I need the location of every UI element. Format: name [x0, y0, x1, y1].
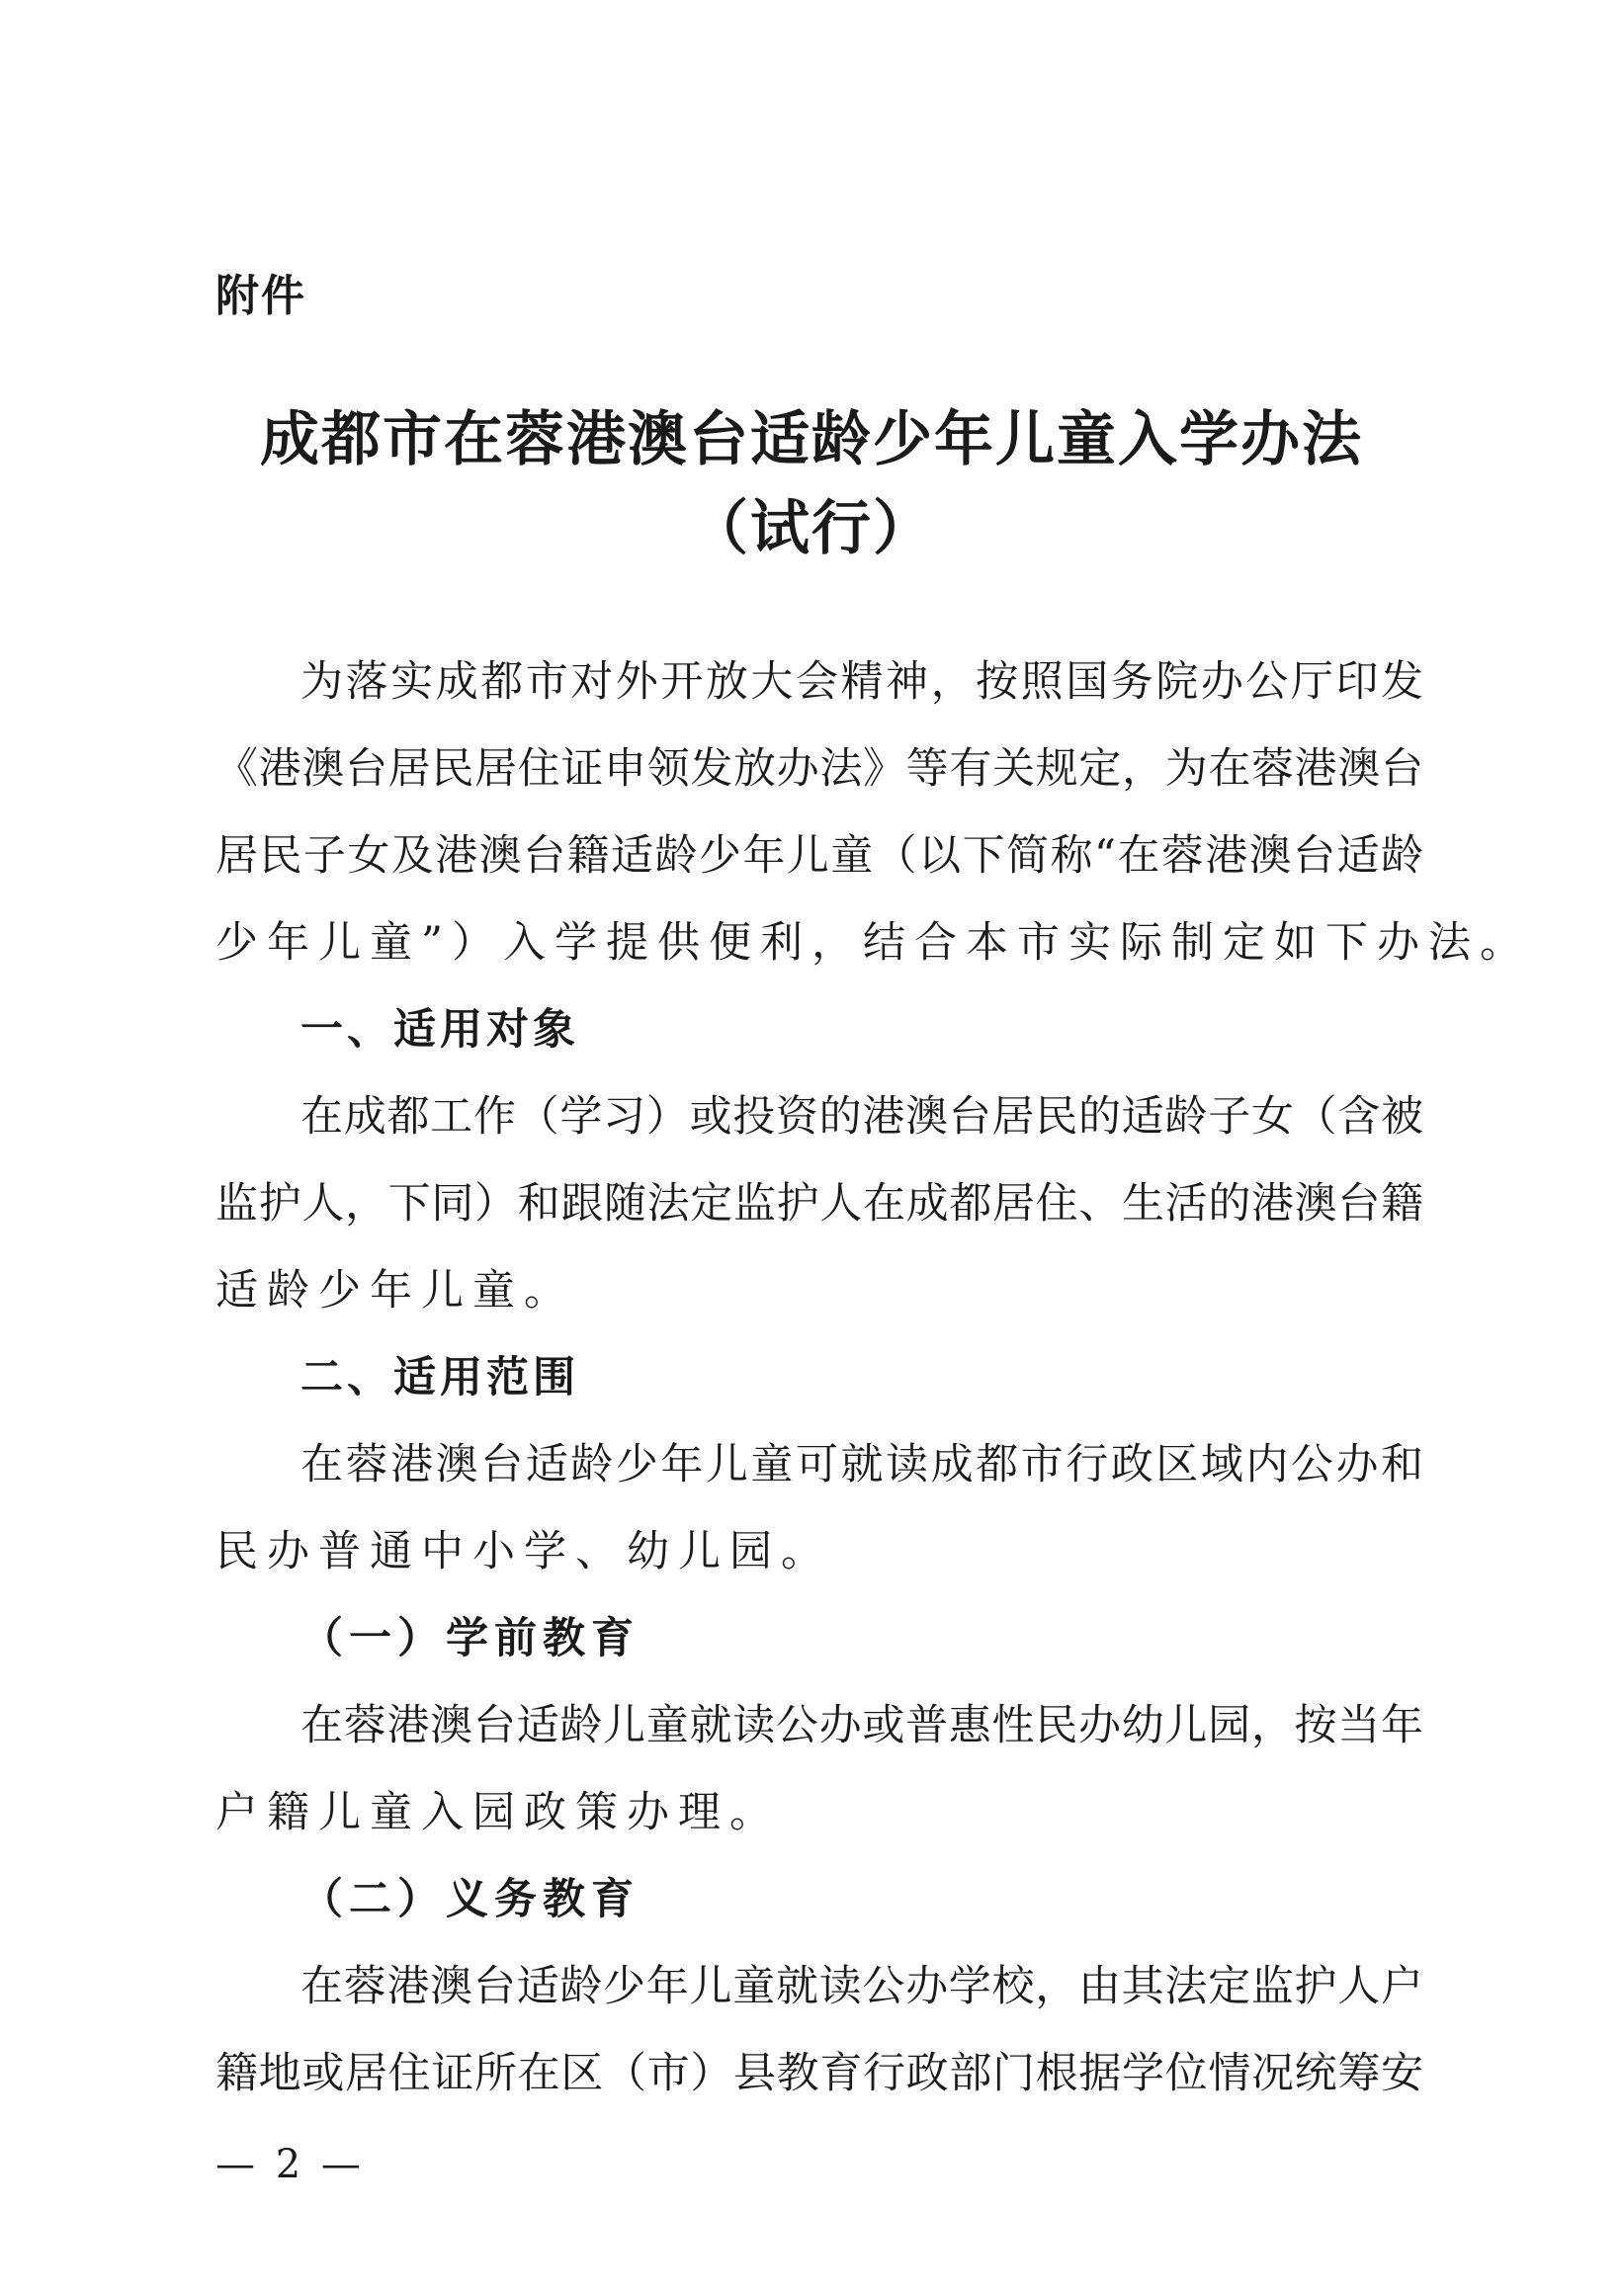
- section1-heading: 一、适用对象: [300, 1005, 579, 1055]
- subsection2-heading: （二）义务教育: [300, 1875, 640, 1924]
- attachment-label: 附件: [215, 271, 306, 321]
- subsection1-line-1: 在蓉港澳台适龄儿童就读公办或普惠性民办幼儿园，按当年: [300, 1701, 1423, 1750]
- document-subtitle: （试行）: [689, 494, 934, 563]
- subsection1-line-2: 户籍儿童入园政策办理。: [215, 1788, 781, 1837]
- section2-line-1: 在蓉港澳台适龄少年儿童可就读成都市行政区域内公办和: [300, 1440, 1423, 1489]
- section2-heading: 二、适用范围: [300, 1353, 579, 1403]
- document-title: 成都市在蓉港澳台适龄少年儿童入学办法: [260, 405, 1363, 474]
- subsection1-heading: （一）学前教育: [300, 1614, 640, 1663]
- intro-line-1: 为落实成都市对外开放大会精神，按照国务院办公厅印发: [300, 657, 1423, 707]
- page-number: — 2 —: [215, 2142, 365, 2187]
- subsection2-line-2: 籍地或居住证所在区（市）县教育行政部门根据学位情况统筹安: [215, 2049, 1423, 2098]
- section1-line-2: 监护人，下同）和跟随法定监护人在成都居住、生活的港澳台籍: [215, 1179, 1423, 1229]
- intro-line-4: 少年儿童”）入学提供便利，结合本市实际制定如下办法。: [215, 918, 1531, 968]
- intro-line-2: 《港澳台居民居住证申领发放办法》等有关规定，为在蓉港澳台: [215, 744, 1423, 794]
- section1-line-3: 适龄少年儿童。: [215, 1266, 575, 1316]
- section2-line-2: 民办普通中小学、幼儿园。: [215, 1527, 832, 1576]
- intro-line-3: 居民子女及港澳台籍适龄少年儿童（以下简称“在蓉港澳台适龄: [215, 831, 1423, 881]
- section1-line-1: 在成都工作（学习）或投资的港澳台居民的适龄子女（含被: [300, 1092, 1423, 1142]
- subsection2-line-1: 在蓉港澳台适龄少年儿童就读公办学校，由其法定监护人户: [300, 1962, 1423, 2011]
